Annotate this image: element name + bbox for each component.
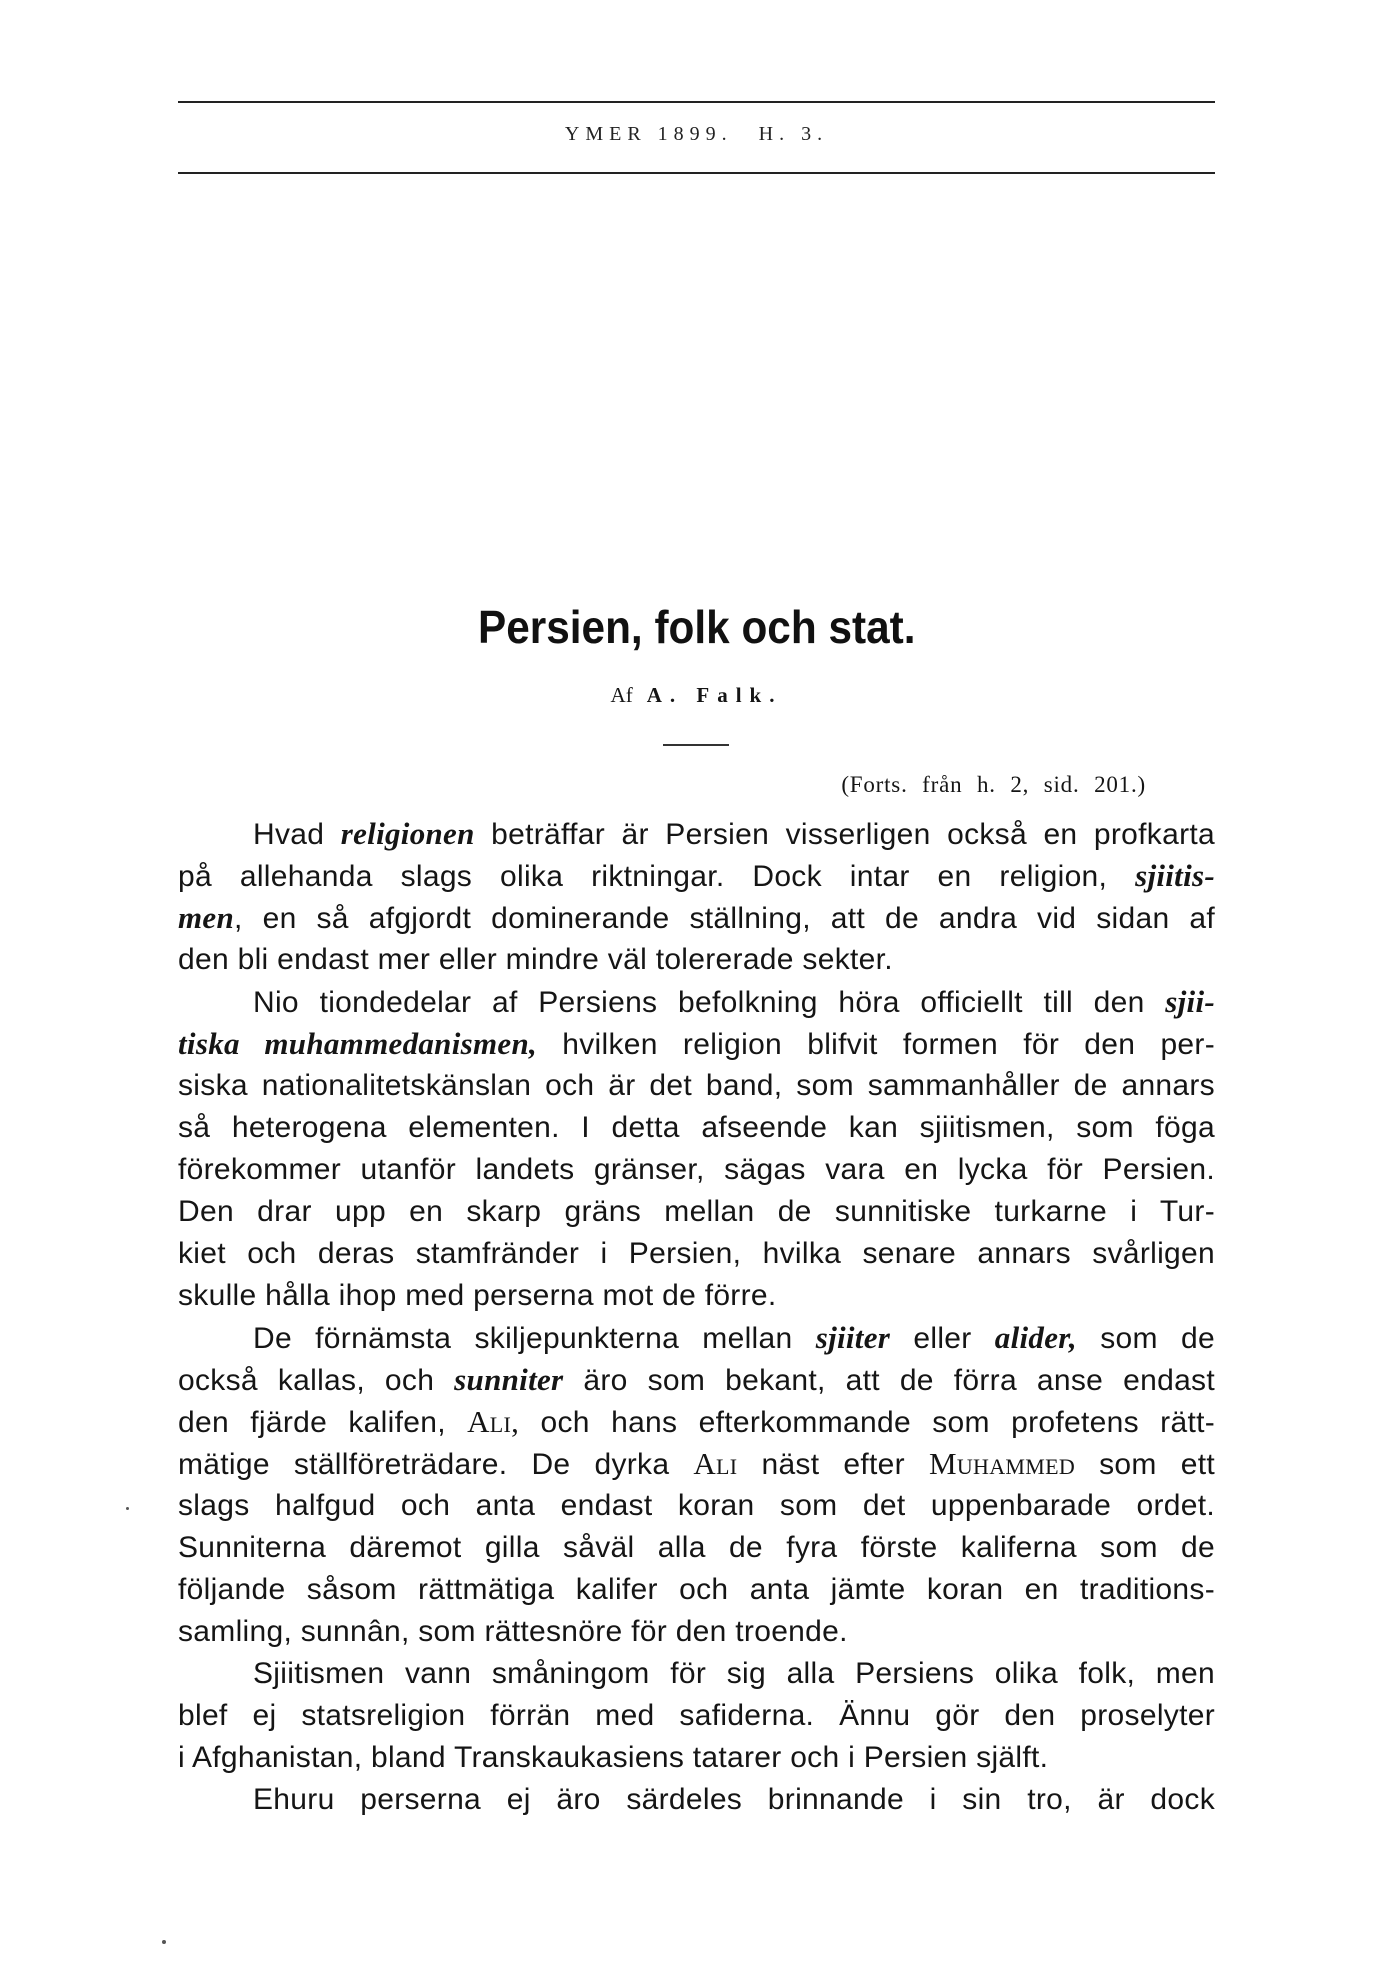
author-name: A. Falk. — [646, 683, 783, 707]
title-separator-rule — [663, 744, 729, 746]
text-run: hvilken religion blifvit formen för den per- — [537, 1028, 1216, 1061]
text-run: Den drar upp en skarp gräns mellan de sunnitiske turkarne i Tur- — [178, 1195, 1215, 1228]
italic-term: sjiitis- — [1135, 858, 1215, 893]
text-run: den bli endast mer eller mindre väl tolererade sekter. — [178, 943, 893, 976]
body-line — [178, 1107, 1215, 1149]
text-run: på allehanda slags olika riktningar. Dock intar en religion, — [178, 860, 1136, 893]
italic-term: men — [178, 900, 235, 935]
text-run: och hans efterkommande som profetens rätt- — [519, 1406, 1216, 1439]
text-run: också kallas, och — [178, 1364, 455, 1397]
body-line — [178, 1779, 1215, 1821]
paragraph — [178, 1317, 1215, 1653]
italic-term: alider, — [994, 1320, 1077, 1355]
italic-term: sjii- — [1165, 984, 1215, 1019]
body-line — [178, 1359, 1215, 1401]
body-line — [178, 1527, 1215, 1569]
text-run: beträffar är Persien visserligen också en profkarta — [474, 818, 1215, 851]
text-run: följande såsom rättmätiga kalifer och anta jämte koran en traditions- — [178, 1573, 1215, 1606]
text-run: Sunniterna däremot gilla såväl alla de fyra förste kaliferna som de — [178, 1531, 1215, 1564]
running-head — [178, 121, 1215, 147]
journal-volume: YMER 1899. — [564, 123, 733, 145]
italic-term: tiska muhammedanismen, — [178, 1026, 538, 1061]
scan-speck — [126, 1507, 129, 1510]
scan-speck — [162, 1940, 166, 1944]
small-caps-name: Ali — [693, 1446, 738, 1481]
text-run: blef ej statsreligion förrän med safiderna. Ännu gör den proselyter — [178, 1699, 1215, 1732]
paragraph — [178, 1779, 1215, 1821]
body-line — [178, 1191, 1215, 1233]
body-line — [178, 1611, 1215, 1653]
header-rule-top — [178, 101, 1215, 103]
header-rule-bottom — [178, 172, 1215, 174]
body-line — [178, 897, 1215, 939]
byline-prefix: Af — [610, 683, 633, 707]
body-line — [178, 1065, 1215, 1107]
italic-term: sjiiter — [815, 1320, 891, 1355]
text-run: som ett — [1075, 1448, 1215, 1481]
text-run: mätige ställföreträdare. De dyrka — [178, 1448, 694, 1481]
body-line — [178, 813, 1215, 855]
text-run: Sjiitismen vann småningom för sig alla Persiens olika folk, men — [253, 1657, 1215, 1690]
text-run: , en så afgjordt dominerande ställning, att de andra vid sidan af — [234, 902, 1215, 935]
body-line — [178, 1443, 1215, 1485]
text-run: så heterogena elementen. I detta afseende kan sjiitismen, som föga — [178, 1111, 1215, 1144]
text-run: De förnämsta skiljepunkterna mellan — [253, 1322, 816, 1355]
text-run: näst efter — [737, 1448, 929, 1481]
italic-term: religionen — [340, 816, 475, 851]
text-run: äro som bekant, att de förra anse endast — [563, 1364, 1215, 1397]
text-run: Nio tiondedelar af Persiens befolkning höra officiellt till den — [253, 986, 1166, 1019]
body-line — [178, 1485, 1215, 1527]
text-run: Ehuru perserna ej äro särdeles brinnande i sin tro, är dock — [253, 1783, 1215, 1816]
text-run: i Afghanistan, bland Transkaukasiens tatarer och i Persien själft. — [178, 1741, 1049, 1774]
body-line — [178, 1275, 1215, 1317]
text-run: förekommer utanför landets gränser, sägas vara en lycka för Persien. — [178, 1153, 1215, 1186]
body-line — [178, 1695, 1215, 1737]
issue-number: H. 3. — [758, 123, 829, 145]
continuation-note: (Forts. från h. 2, sid. 201.) — [841, 772, 1146, 797]
text-run: slags halfgud och anta endast koran som det uppenbarade ordet. — [178, 1489, 1215, 1522]
paragraph — [178, 981, 1215, 1317]
small-caps-name: Muhammed — [928, 1446, 1076, 1481]
body-line — [178, 1317, 1215, 1359]
small-caps-name: Ali, — [467, 1404, 520, 1439]
byline — [178, 680, 1215, 710]
body-line — [178, 981, 1215, 1023]
body-line — [178, 1401, 1215, 1443]
text-run: kiet och deras stamfränder i Persien, hvilka senare annars svårligen — [178, 1237, 1215, 1270]
text-run: skulle hålla ihop med perserna mot de förre. — [178, 1279, 777, 1312]
text-run: Hvad — [253, 818, 341, 851]
text-run: samling, sunnân, som rättesnöre för den troende. — [178, 1615, 848, 1648]
body-line — [178, 1233, 1215, 1275]
body-line — [178, 1737, 1215, 1779]
body-line — [178, 1653, 1215, 1695]
article-title-text: Persien, folk och stat. — [477, 601, 916, 653]
text-run: den fjärde kalifen, — [178, 1406, 468, 1439]
text-run: siska nationalitetskänslan och är det band, som sammanhåller de annars — [178, 1069, 1215, 1102]
article-body — [178, 813, 1215, 1821]
body-line — [178, 939, 1215, 981]
italic-term: sunniter — [454, 1362, 564, 1397]
article-title — [178, 598, 1215, 656]
text-run: som de — [1077, 1322, 1215, 1355]
paragraph — [178, 1653, 1215, 1779]
text-run: eller — [890, 1322, 995, 1355]
body-line — [178, 855, 1215, 897]
body-line — [178, 1023, 1215, 1065]
body-line — [178, 1569, 1215, 1611]
paragraph — [178, 813, 1215, 981]
body-line — [178, 1149, 1215, 1191]
